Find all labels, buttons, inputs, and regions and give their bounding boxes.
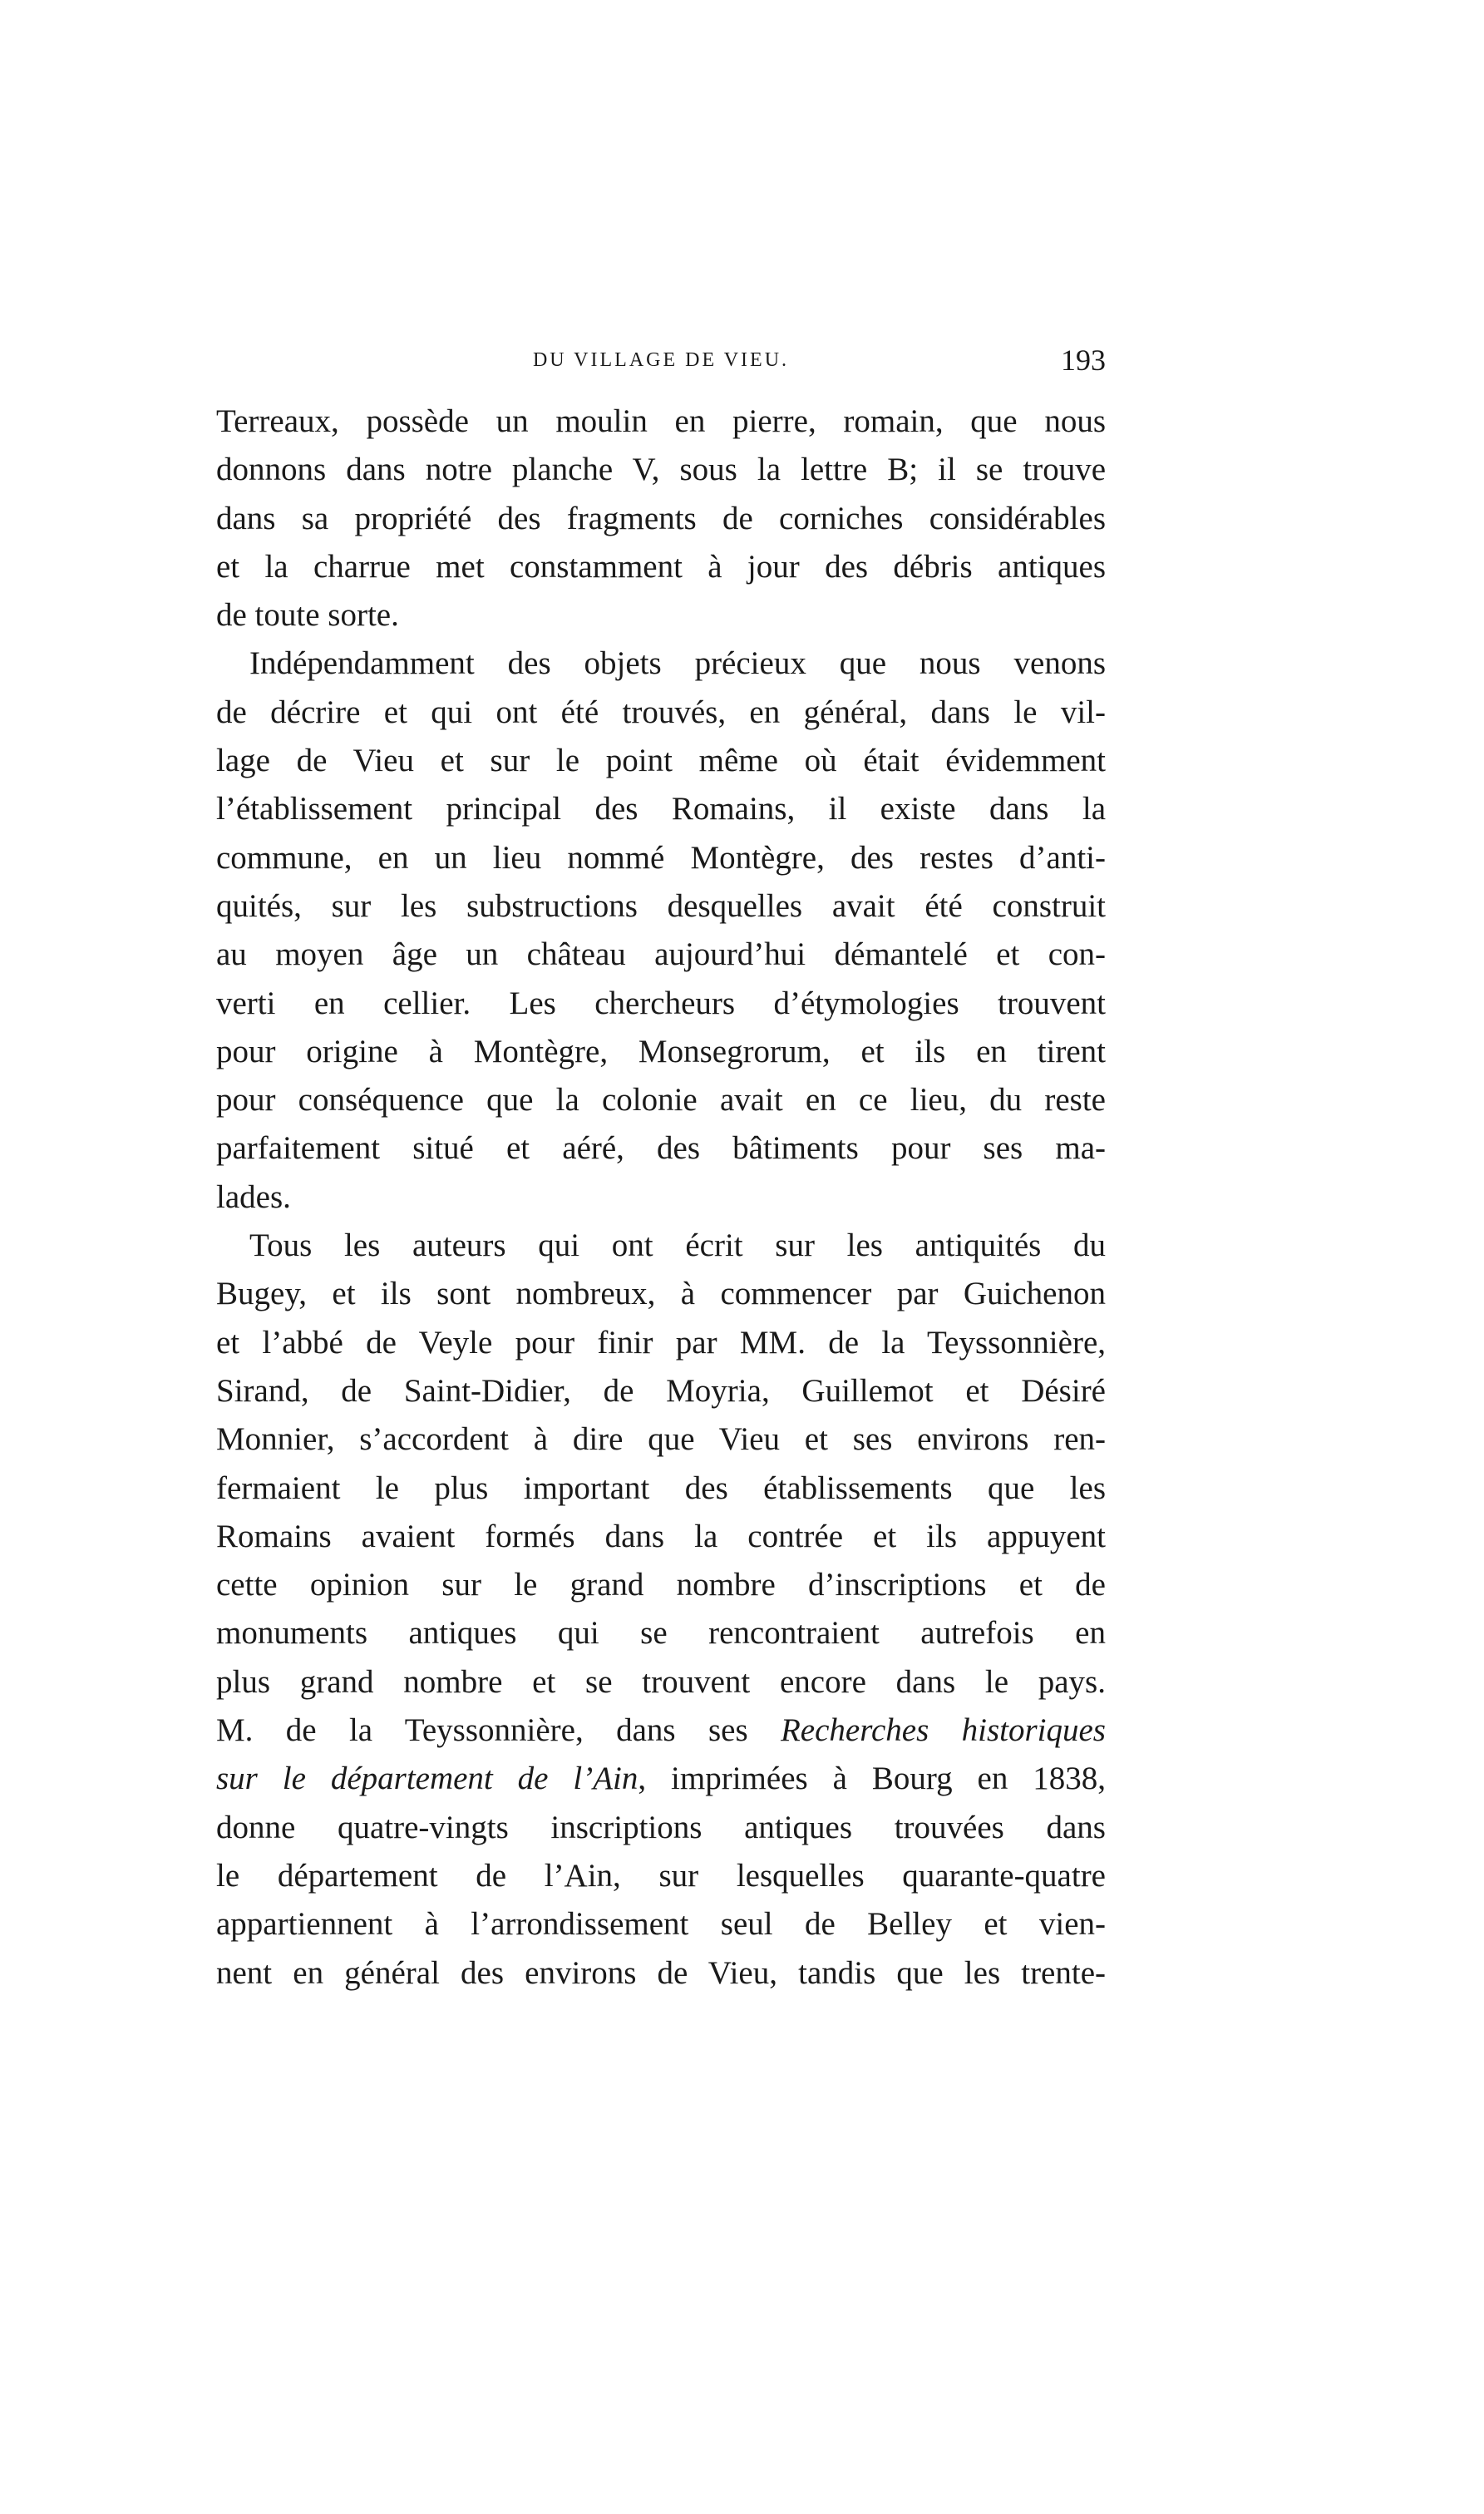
text-line: et la charrue met constamment à jour des débris antiques [216, 548, 1106, 585]
italic-title: sur le département de l’Ain [216, 1761, 638, 1797]
text-line: au moyen âge un château aujourd’hui démantelé et con- [216, 936, 1106, 973]
text-line: donnons dans notre planche V, sous la lettre B; il se trouve [216, 452, 1106, 488]
text-line: Tous les auteurs qui ont écrit sur les antiquités du [249, 1227, 1106, 1264]
text-line: nent en général des environs de Vieu, tandis que les trente- [216, 1954, 1106, 1991]
body-text [216, 398, 1106, 1998]
text-line: Sirand, de Saint-Didier, de Moyria, Guillemot et Désiré [216, 1372, 1106, 1409]
running-title: DU VILLAGE DE VIEU. [532, 349, 790, 371]
text-line: Romains avaient formés dans la contrée et ils appuyent [216, 1518, 1106, 1554]
text-line: lades. [216, 1178, 291, 1215]
text-line: l’établissement principal des Romains, il existe dans la [216, 791, 1106, 827]
text-line: verti en cellier. Les chercheurs d’étymologies trouvent [216, 985, 1106, 1021]
text-line: commune, en un lieu nommé Montègre, des restes d’anti- [216, 839, 1106, 876]
text-line: de décrire et qui ont été trouvés, en général, dans le vil- [216, 694, 1106, 730]
text-line: et l’abbé de Veyle pour finir par MM. de la Teyssonnière, [216, 1324, 1106, 1361]
text-line: pour conséquence que la colonie avait en ce lieu, du reste [216, 1082, 1106, 1119]
text-segment: , imprimées à Bourg en 1838, [638, 1761, 1106, 1797]
page-header [216, 343, 1106, 376]
text-line: cette opinion sur le grand nombre d’inscriptions et de [216, 1567, 1106, 1603]
text-line: donne quatre-vingts inscriptions antiques trouvées dans [216, 1809, 1106, 1845]
text-line: de toute sorte. [216, 597, 399, 634]
page-number: 193 [1061, 343, 1106, 377]
text-line: monuments antiques qui se rencontraient autrefois en [216, 1615, 1106, 1652]
text-line [216, 1706, 1106, 1755]
text-line: plus grand nombre et se trouvent encore dans le pays. [216, 1663, 1106, 1700]
text-line: fermaient le plus important des établissements que les [216, 1469, 1106, 1506]
italic-title: Recherches historiques [780, 1712, 1106, 1749]
text-line: Bugey, et ils sont nombreux, à commencer par Guichenon [216, 1276, 1106, 1312]
text-line: quités, sur les substructions desquelles avait été construit [216, 887, 1106, 924]
text-line: Monnier, s’accordent à dire que Vieu et ses environs ren- [216, 1421, 1106, 1458]
text-segment: M. de la Teyssonnière, dans ses [216, 1712, 781, 1749]
text-line: Terreaux, possède un moulin en pierre, romain, que nous [216, 403, 1106, 439]
text-line [216, 1755, 1106, 1803]
text-line: Indépendamment des objets précieux que nous venons [249, 645, 1106, 682]
text-line: dans sa propriété des fragments de corniches considérables [216, 500, 1106, 536]
text-line: parfaitement situé et aéré, des bâtiments pour ses ma- [216, 1130, 1106, 1167]
text-line: pour origine à Montègre, Monsegrorum, et ils en tirent [216, 1033, 1106, 1069]
text-line: lage de Vieu et sur le point même où était évidemment [216, 743, 1106, 779]
text-line: le département de l’Ain, sur lesquelles quarante-quatre [216, 1857, 1106, 1894]
text-line: appartiennent à l’arrondissement seul de Belley et vien- [216, 1906, 1106, 1943]
